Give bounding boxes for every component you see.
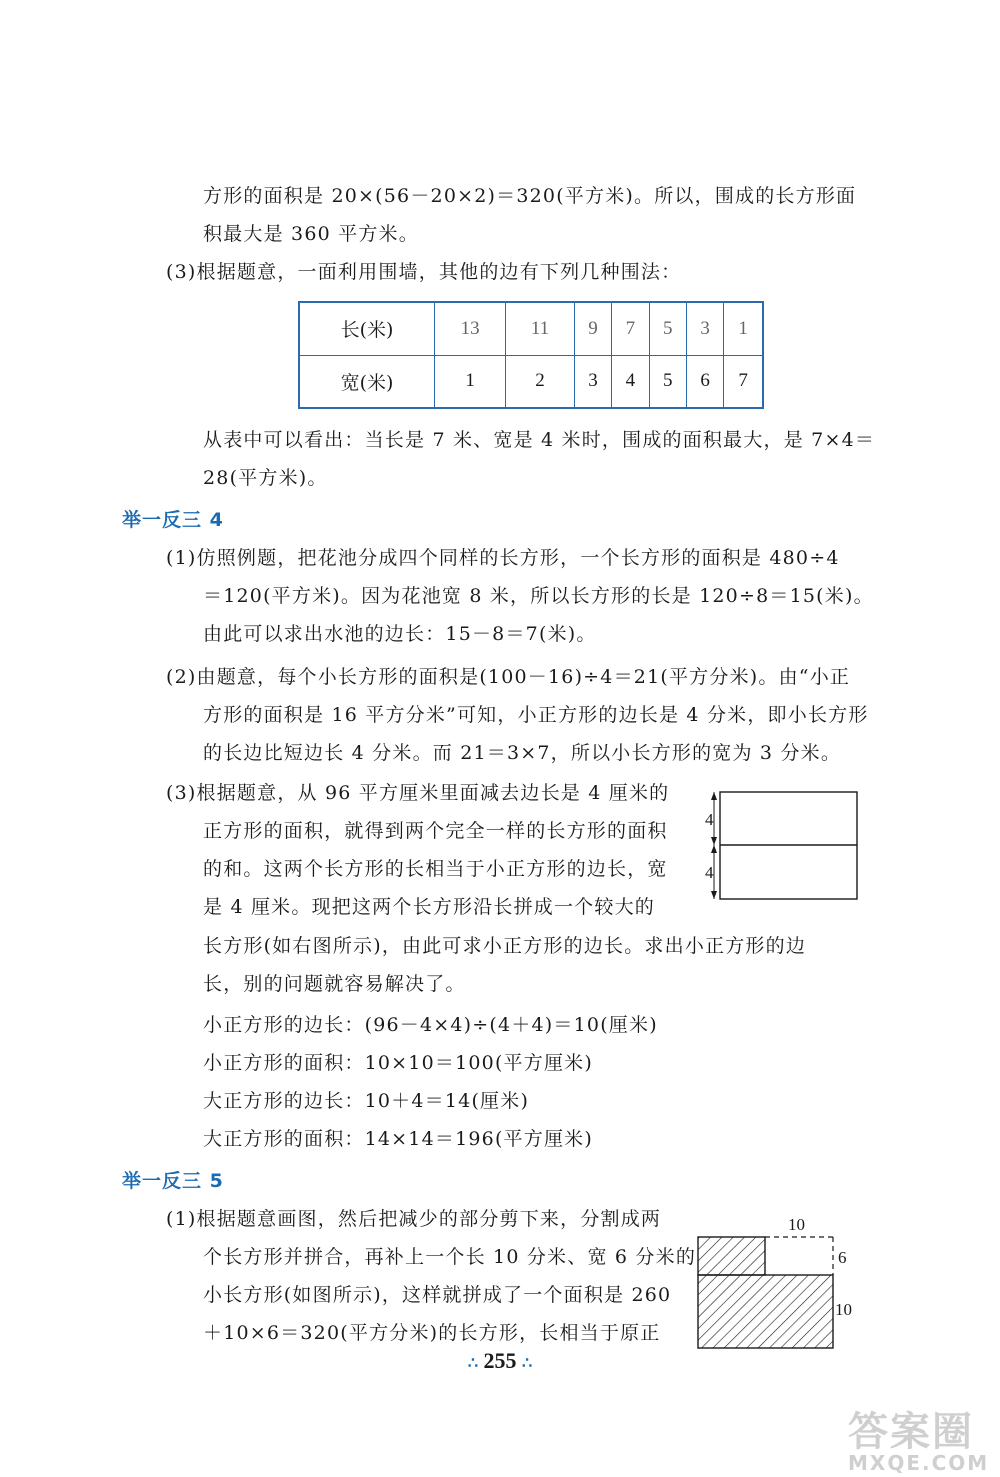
table-cell: 11 bbox=[506, 302, 575, 355]
text-line: 小长方形(如图所示)，这样就拼成了一个面积是 260 bbox=[203, 1284, 672, 1306]
table-cell: 4 bbox=[612, 355, 649, 408]
row-header-width: 宽(米) bbox=[299, 355, 435, 408]
calc-line: 小正方形的面积：10×10＝100(平方厘米) bbox=[203, 1052, 593, 1074]
dim-label-right-top: 6 bbox=[838, 1248, 847, 1267]
text-line: 由此可以求出水池的边长：15－8＝7(米)。 bbox=[203, 623, 597, 645]
dots-decoration-icon: ∴ bbox=[467, 1355, 478, 1372]
calc-line: 大正方形的边长：10＋4＝14(厘米) bbox=[203, 1090, 530, 1112]
text-line: 个长方形并拼合，再补上一个长 10 分米、宽 6 分米的 bbox=[203, 1246, 697, 1268]
calc-line: 大正方形的面积：14×14＝196(平方厘米) bbox=[203, 1128, 593, 1150]
watermark-main: 答案圈 bbox=[848, 1409, 974, 1455]
table-cell: 5 bbox=[649, 355, 686, 408]
text-line: (1)根据题意画图，然后把减少的部分剪下来，分割成两 bbox=[166, 1208, 662, 1230]
text-line: ＋10×6＝320(平方分米)的长方形，长相当于原正 bbox=[203, 1322, 661, 1344]
page-number bbox=[440, 1348, 560, 1374]
text-line: 长方形(如右图所示)，由此可求小正方形的边长。求出小正方形的边 bbox=[203, 935, 807, 957]
text-line: 积最大是 360 平方米。 bbox=[203, 223, 419, 245]
table-row bbox=[299, 355, 763, 408]
watermark-sub: MXQE.COM bbox=[848, 1451, 990, 1475]
dim-label-top: 4 bbox=[705, 810, 714, 829]
table-cell: 7 bbox=[612, 302, 649, 355]
stacked-rectangles-figure bbox=[700, 786, 865, 904]
text-line: 的和。这两个长方形的长相当于小正方形的边长，宽 bbox=[203, 858, 668, 880]
row-header-length: 长(米) bbox=[299, 302, 435, 355]
table-cell: 3 bbox=[686, 302, 723, 355]
dim-label-right-bottom: 10 bbox=[835, 1300, 852, 1319]
text-line: ＝120(平方米)。因为花池宽 8 米，所以长方形的长是 120÷8＝15(米)。 bbox=[203, 585, 874, 607]
text-line: (3)根据题意，从 96 平方厘米里面减去边长是 4 厘米的 bbox=[166, 782, 670, 804]
section-heading: 举一反三 4 bbox=[122, 509, 224, 531]
dots-decoration-icon: ∴ bbox=[522, 1355, 533, 1372]
hatched-rectangles-figure bbox=[690, 1212, 870, 1352]
text-line: (3)根据题意，一面利用围墙，其他的边有下列几种围法： bbox=[166, 261, 682, 283]
table-cell: 2 bbox=[506, 355, 575, 408]
text-line: 方形的面积是 16 平方分米”可知，小正方形的边长是 4 分米，即小长方形 bbox=[203, 704, 869, 726]
text-line: 长，别的问题就容易解决了。 bbox=[203, 973, 466, 995]
table-cell: 13 bbox=[435, 302, 506, 355]
page-number-text: 255 bbox=[483, 1348, 517, 1373]
text-line: 从表中可以看出：当长是 7 米、宽是 4 米时，围成的面积最大，是 7×4＝ bbox=[203, 429, 876, 451]
text-line: 方形的面积是 20×(56－20×2)＝320(平方米)。所以，围成的长方形面 bbox=[203, 185, 857, 207]
table-cell: 5 bbox=[649, 302, 686, 355]
text-line: 正方形的面积，就得到两个完全一样的长方形的面积 bbox=[203, 820, 668, 842]
calc-line: 小正方形的边长：(96－4×4)÷(4＋4)＝10(厘米) bbox=[203, 1014, 658, 1036]
text-line: (1)仿照例题，把花池分成四个同样的长方形，一个长方形的面积是 480÷4 bbox=[166, 547, 840, 569]
table-cell: 3 bbox=[574, 355, 611, 408]
table-cell: 1 bbox=[724, 302, 763, 355]
table-row bbox=[299, 302, 763, 355]
table-cell: 1 bbox=[435, 355, 506, 408]
text-line: 是 4 厘米。现把这两个长方形沿长拼成一个较大的 bbox=[203, 896, 655, 918]
dimensions-table bbox=[298, 301, 764, 409]
text-line: 的长边比短边长 4 分米。而 21＝3×7，所以小长方形的宽为 3 分米。 bbox=[203, 742, 842, 764]
table-cell: 9 bbox=[574, 302, 611, 355]
dim-label-top: 10 bbox=[788, 1215, 805, 1234]
table-cell: 6 bbox=[686, 355, 723, 408]
table-cell: 7 bbox=[724, 355, 763, 408]
section-heading: 举一反三 5 bbox=[122, 1170, 224, 1192]
dim-label-bottom: 4 bbox=[705, 863, 714, 882]
text-line: (2)由题意，每个小长方形的面积是(100－16)÷4＝21(平方分米)。由“小正 bbox=[166, 666, 851, 688]
watermark-logo bbox=[848, 1400, 990, 1475]
text-line: 28(平方米)。 bbox=[203, 467, 328, 489]
